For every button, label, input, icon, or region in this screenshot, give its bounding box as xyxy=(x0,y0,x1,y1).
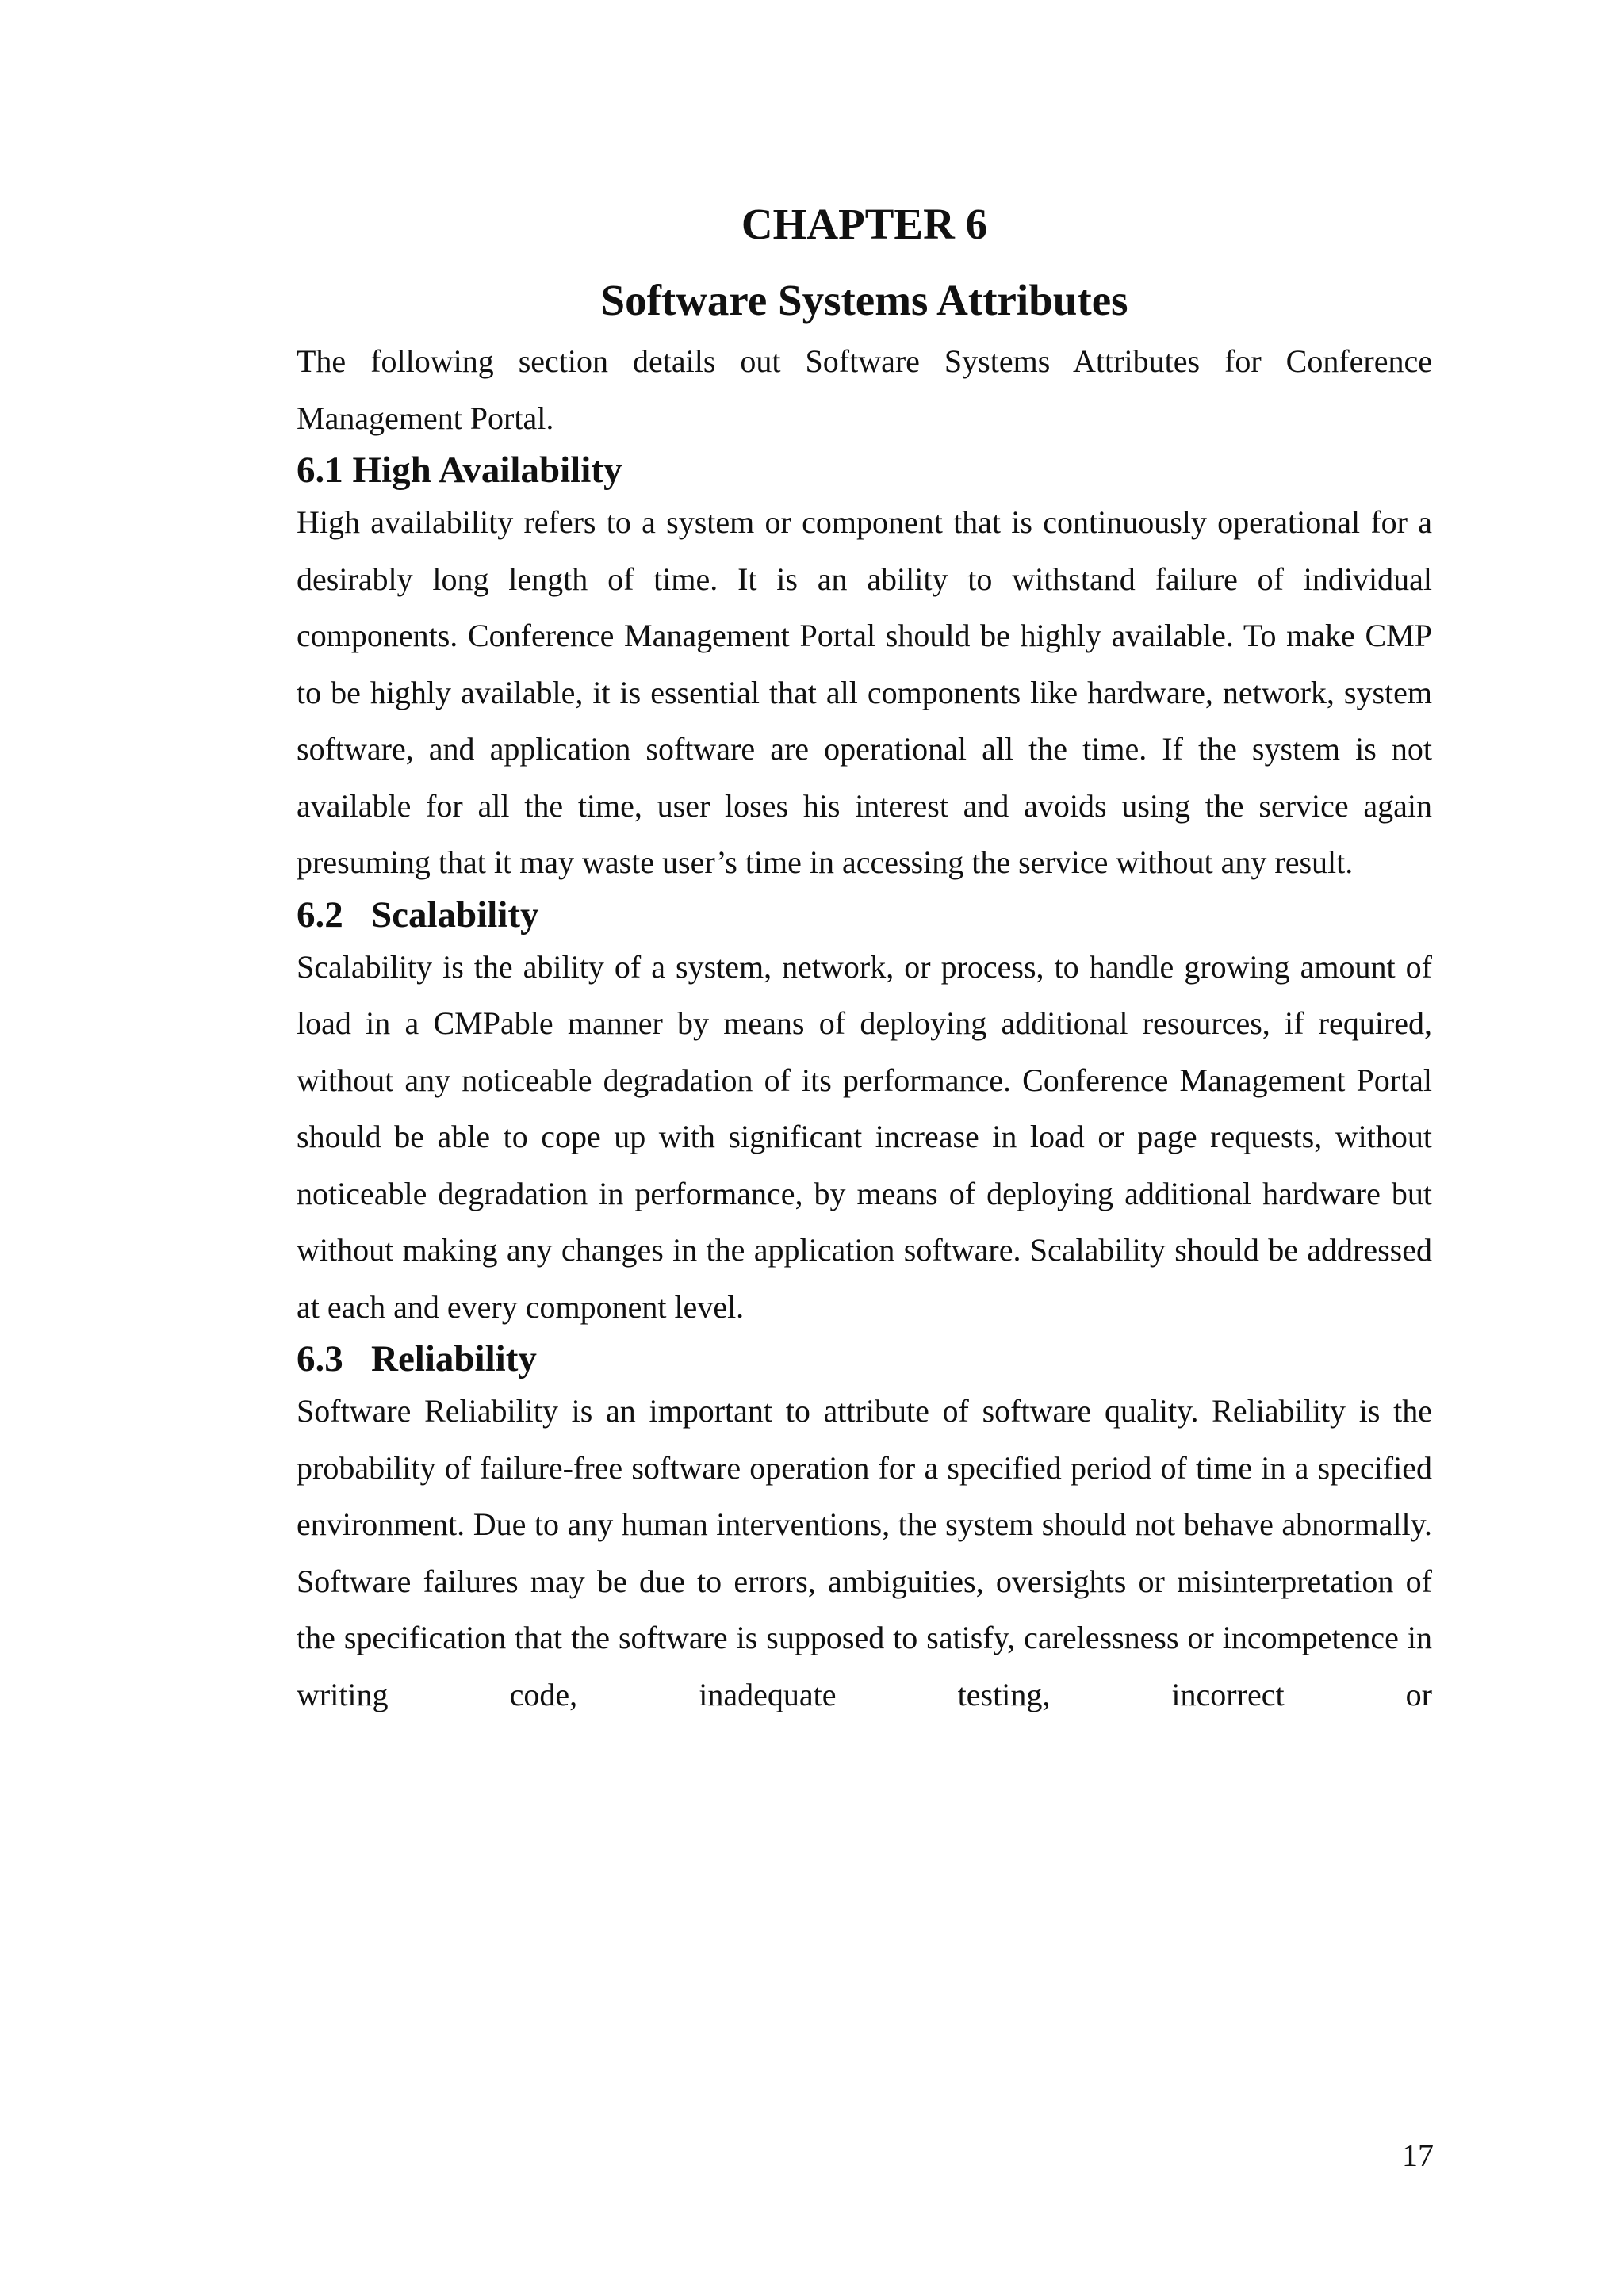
section-heading-high-availability: 6.1 High Availability xyxy=(297,450,622,491)
section-body-reliability: Software Reliability is an important to attribute of software quality. Reliability is the probability of failure-free software operation for a specified period of time in a specified environment. Due to any human interventions, the system should not behave abnormally. Software failures may be due to errors, ambiguities, oversights or misinterpretation of the specification that the software is supposed to satisfy, carelessness or incompetence in writing code, inadequate testing, incorrect or xyxy=(297,1393,1432,1712)
chapter-title: Software Systems Attributes xyxy=(600,276,1128,324)
page-content xyxy=(297,192,1432,1723)
section-body-high-availability: High availability refers to a system or component that is continuously operational for a desirably long length of time. It is an ability to withstand failure of individual components. Conference Management Portal should be highly available. To make CMP to be highly available, it is essential that all components like hardware, network, system software, and application software are operational all the time. If the system is not available for all the time, user loses his interest and avoids using the service again presuming that it may waste user’s time in accessing the service without any result. xyxy=(297,504,1432,880)
section-heading-reliability: 6.3 Reliability xyxy=(297,1338,537,1380)
section-heading-scalability: 6.2 Scalability xyxy=(297,894,539,936)
section-reliability xyxy=(297,1335,1432,1723)
intro-paragraph: The following section details out Software Systems Attributes for Conference Management Portal. xyxy=(297,343,1432,436)
section-body-scalability: Scalability is the ability of a system, network, or process, to handle growing amount of load in a CMPable manner by means of deploying additional resources, if required, without any noticeable degradation of its performance. Conference Management Portal should be able to cope up with significant increase in load or page requests, without noticeable degradation in performance, by means of deploying additional hardware but without making any changes in the application software. Scalability should be addressed at each and every component level. xyxy=(297,948,1432,1325)
section-high-availability xyxy=(297,446,1432,891)
chapter-label: CHAPTER 6 xyxy=(741,200,988,248)
page-number: 17 xyxy=(1402,2137,1434,2173)
section-scalability xyxy=(297,891,1432,1336)
